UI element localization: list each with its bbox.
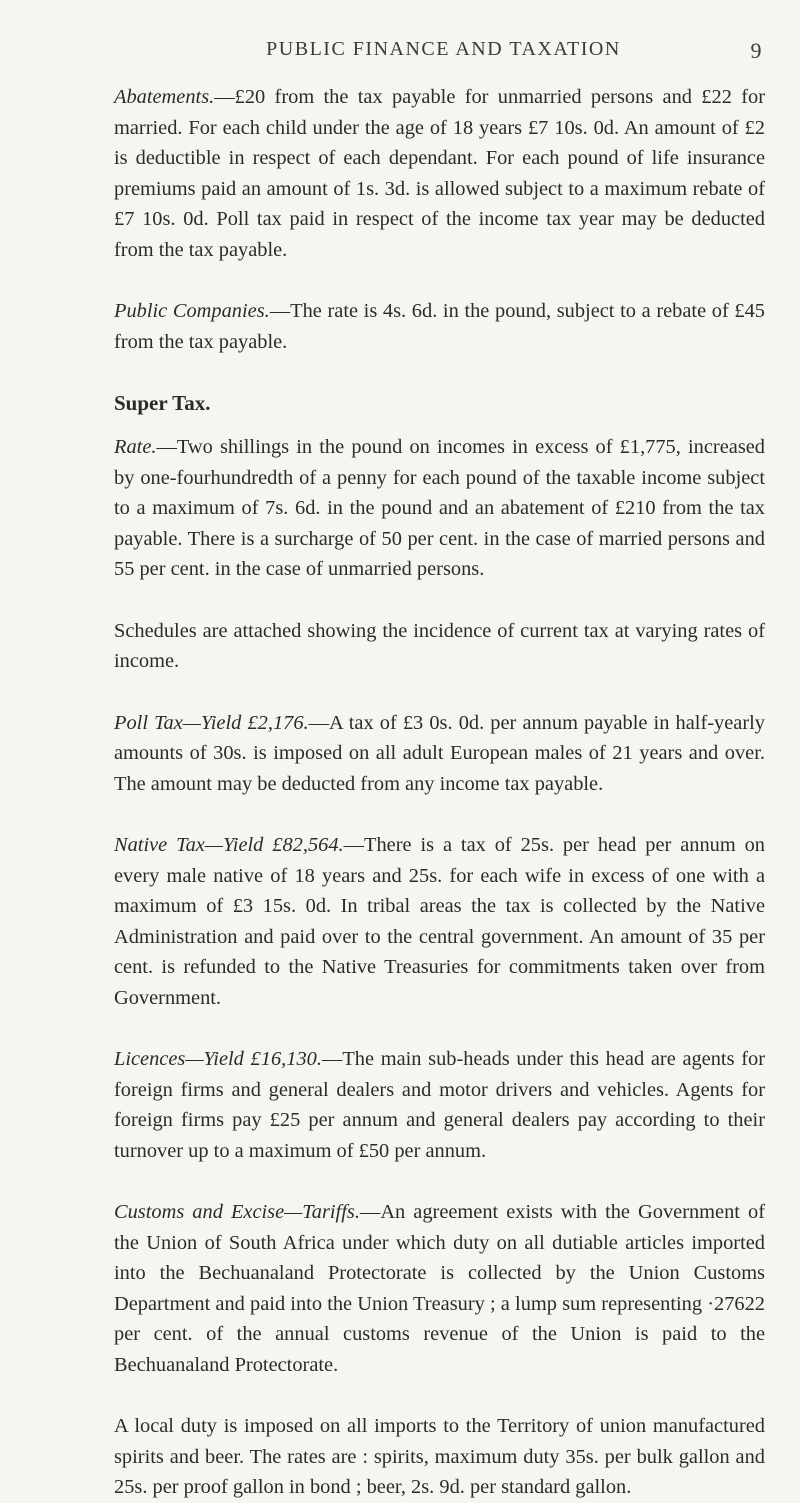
customs-lead: Customs and Excise—Tariffs. [114, 1201, 360, 1223]
rate-lead: Rate. [114, 436, 157, 458]
licences-text: —The main sub-heads under this head are agents for foreign firms and general dealers and motor drivers and vehicles. Agents for foreign firms pay £25 per annum and general dealers pay according to their turnover up to a maximum of £50 per annum. [114, 1048, 765, 1162]
rate-text: —Two shillings in the pound on incomes in excess of £1,775, increased by one-fourhundredth of a penny for each pound of the taxable income subject to a maximum of 7s. 6d. in the pound and an abatement of £210 from the tax payable. There is a surcharge of 50 per cent. in the case of married persons and 55 per cent. in the case of unmarried persons. [114, 436, 765, 580]
native-tax-paragraph [114, 830, 765, 1013]
poll-tax-text: —A tax of £3 0s. 0d. per annum payable in half-yearly amounts of 30s. is imposed on all adult European males of 21 years and over. The amount may be deducted from any income tax payable. [114, 711, 765, 795]
rate-paragraph [114, 432, 765, 585]
customs-paragraph [114, 1197, 765, 1380]
super-tax-heading: Super Tax. [114, 391, 211, 415]
header-title: PUBLIC FINANCE AND TAXATION [266, 38, 621, 60]
public-companies-paragraph [114, 296, 765, 357]
poll-tax-paragraph [114, 708, 765, 800]
native-tax-lead: Native Tax—Yield £82,564. [114, 834, 344, 856]
abatements-paragraph [114, 82, 765, 265]
running-header [114, 38, 765, 82]
public-companies-lead: Public Companies. [114, 300, 270, 322]
public-companies-text: —The rate is 4s. 6d. in the pound, subject to a rebate of £45 from the tax payable. [114, 300, 765, 353]
page-number: 9 [750, 38, 763, 63]
native-tax-text: —There is a tax of 25s. per head per annum on every male native of 18 years and 25s. for each wife in excess of one with a maximum of £3 15s. 0d. In tribal areas the tax is collected by the Native Administration and paid over to the central government. An amount of 35 per cent. is refunded to the Native Treasuries for commitments taken over from Government. [114, 834, 765, 1009]
poll-tax-lead: Poll Tax—Yield £2,176. [114, 711, 309, 734]
abatements-lead: Abatements. [114, 86, 215, 108]
abatements-text: —£20 from the tax payable for unmarried persons and £22 for married. For each child under the age of 18 years £7 10s. 0d. An amount of £2 is deductible in respect of each dependant. For each pound of life insurance premiums paid an amount of 1s. 3d. is allowed subject to a maximum rebate of £7 10s. 0d. Poll tax paid in respect of the income tax year may be deducted from the tax payable. [114, 86, 765, 261]
schedules-paragraph: Schedules are attached showing the incidence of current tax at varying rates of income. [114, 619, 765, 672]
customs-text: —An agreement exists with the Government of the Union of South Africa under which duty on all dutiable articles imported into the Bechuanaland Protectorate is collected by the Union Customs Department and paid into the Union Treasury ; a lump sum representing ·27622 per cent. of the annual customs revenue of the Union is paid to the Bechuanaland Protectorate. [114, 1201, 765, 1376]
licences-lead: Licences—Yield £16,130. [114, 1048, 322, 1070]
local-duty-paragraph: A local duty is imposed on all imports to the Territory of union manufactured spirits and beer. The rates are : spirits, maximum duty 35s. per bulk gallon and 25s. per proof gallon in bond ; beer, 2s. 9d. per standard gallon. [114, 1415, 765, 1498]
licences-paragraph [114, 1044, 765, 1166]
